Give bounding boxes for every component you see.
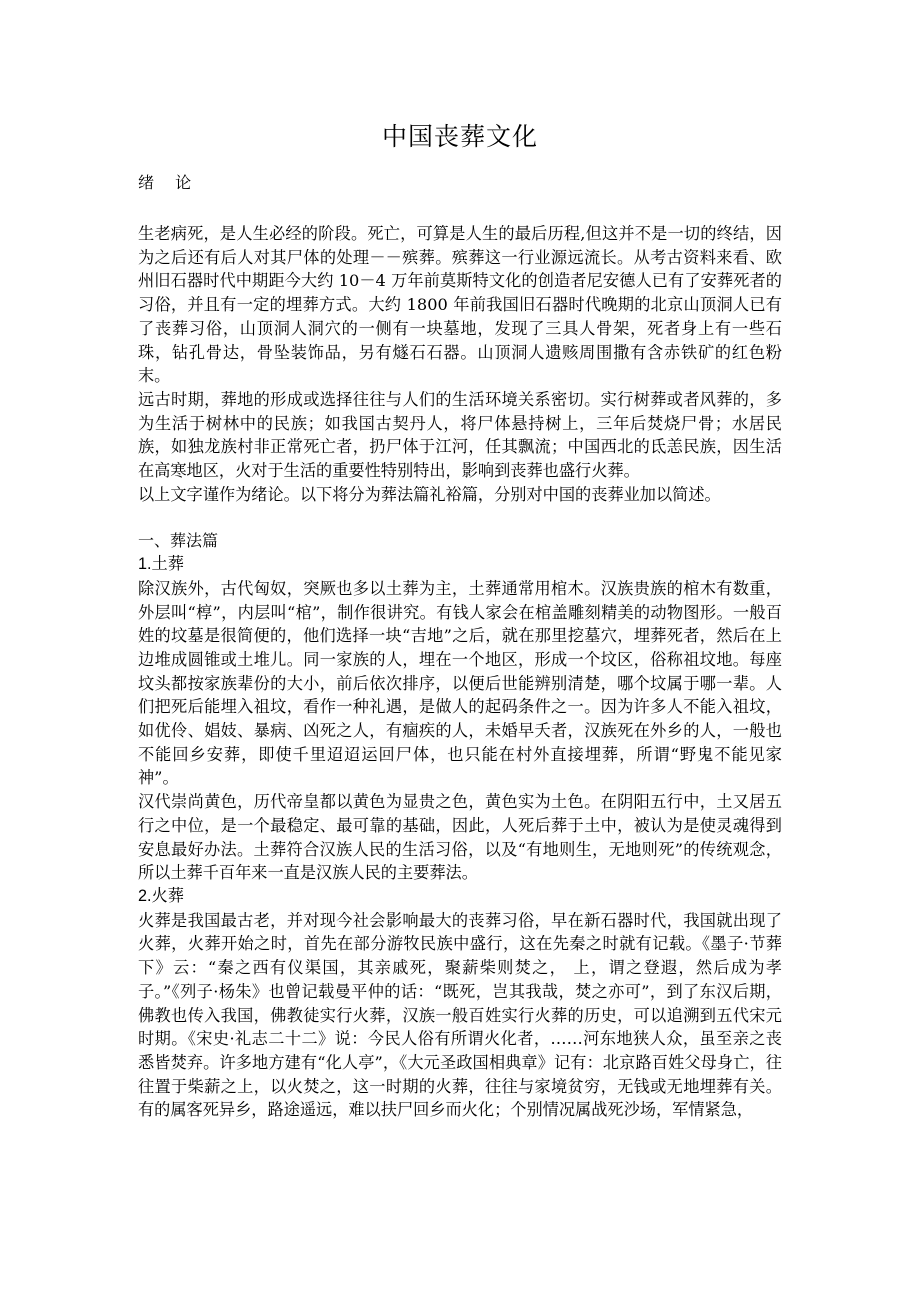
section-heading: 一、葬法篇 [138, 531, 219, 551]
intro-heading: 绪 论 [138, 173, 200, 192]
intro-paragraph: 远古时期，葬地的形成或选择往往与人们的生活环境关系密切。实行树葬或者风葬的，多为生活于树林中的民族；如我国古契丹人，将尸体悬持树上，三年后焚烧尸骨；水居民族，如独龙族村非正常死亡者，扔尸体于江河，任其飘流；中国西北的氐恙民族，因生活在高寒地区，火对于生活的重要性特别特出，影响到丧葬也盛行火葬。 [138, 389, 782, 481]
subsection-heading: 1.土葬 [138, 555, 184, 574]
intro-paragraph: 生老病死，是人生必经的阶段。死亡，可算是人生的最后历程,但这并不是一切的终结，因为之后还有后人对其尸体的处理－－殡葬。殡葬这一行业源远流长。从考古资料来看、欧州旧石器时代中期距今大约 10－4 万年前莫斯特文化的创造者尼安德人已有了安葬死者的习俗，并且有一定的埋葬方式。大约 1800 年前我国旧石器时代晚期的北京山顶洞人已有了丧葬习俗，山顶洞人洞穴的一侧有一块墓地，发现了三具人骨架，死者身上有一些石珠，钻孔骨达，骨坠装饰品，另有燧石石器。山顶洞人遗赅周围撒有含赤铁矿的红色粉末。 [138, 224, 782, 386]
document-title: 中国丧葬文化 [381, 122, 538, 151]
document-page [138, 112, 782, 1122]
body-paragraph: 火葬是我国最古老，并对现今社会影响最大的丧葬习俗，早在新石器时代，我国就出现了火葬，火葬开始之时，首先在部分游牧民族中盛行，这在先秦之时就有记载。《墨子·节葬下》云：“秦之西有仪渠国，其亲戚死，聚薪柴则焚之， 上，谓之登遐，然后成为孝子。”《列子·杨朱》也曾记载曼平仲的话：“既死，岂其我哉，焚之亦可”，到了东汉后期，佛教也传入我国，佛教徒实行火葬，汉族一般百姓实行火葬的历史，可以追溯到五代宋元时期。《宋史·礼志二十二》说：今民人俗有所谓火化者，……河东地狭人众，虽至亲之丧悉皆焚弃。许多地方建有“化人亭”，《大元圣政国相典章》记有：北京路百姓父母身亡，往往置于柴薪之上，以火焚之，这一时期的火葬，往往与家境贫穷，无钱或无地埋葬有关。有的属客死异乡，路途遥远，难以扶尸回乡而火化；个别情况属战死沙场，军情紧急， [138, 910, 782, 1120]
intro-paragraph: 以上文字谨作为绪论。以下将分为葬法篇礼裕篇，分别对中国的丧葬业加以简述。 [138, 484, 721, 504]
body-paragraph: 汉代崇尚黄色，历代帝皇都以黄色为显贵之色，黄色实为土色。在阴阳五行中，土又居五行之中位，是一个最稳定、最可靠的基础，因此，人死后葬于土中，被认为是使灵魂得到安息最好办法。土葬符合汉族人民的生活习俗，以及“有地则生，无地则死”的传统观念，所以土葬千百年来一直是汉族人民的主要葬法。 [138, 792, 782, 883]
body-paragraph: 除汉族外，古代匈奴，突厥也多以土葬为主，土葬通常用棺木。汉族贵族的棺木有数重，外层叫“椁”，内层叫“棺”，制作很讲究。有钱人家会在棺盖雕刻精美的动物图形。一般百姓的坟墓是很简便的，他们选择一块“吉地”之后，就在那里挖墓穴，埋葬死者，然后在上边堆成圆锥或土堆儿。同一家族的人，埋在一个地区，形成一个坟区，俗称祖坟地。每座坟头都按家族辈份的大小，前后依次排序，以便后世能辨别清楚，哪个坟属于哪一辈。人们把死后能埋入祖坟，看作一种礼遇，是做人的起码条件之一。因为许多人不能入祖坟，如优伶、娼妓、暴病、凶死之人，有痼疾的人，未婚早夭者，汉族死在外乡的人，一般也不能回乡安葬，即使千里迢迢运回尸体，也只能在村外直接埋葬，所谓“野鬼不能见家神”。 [138, 578, 782, 788]
subsection-heading: 2.火葬 [138, 886, 184, 905]
